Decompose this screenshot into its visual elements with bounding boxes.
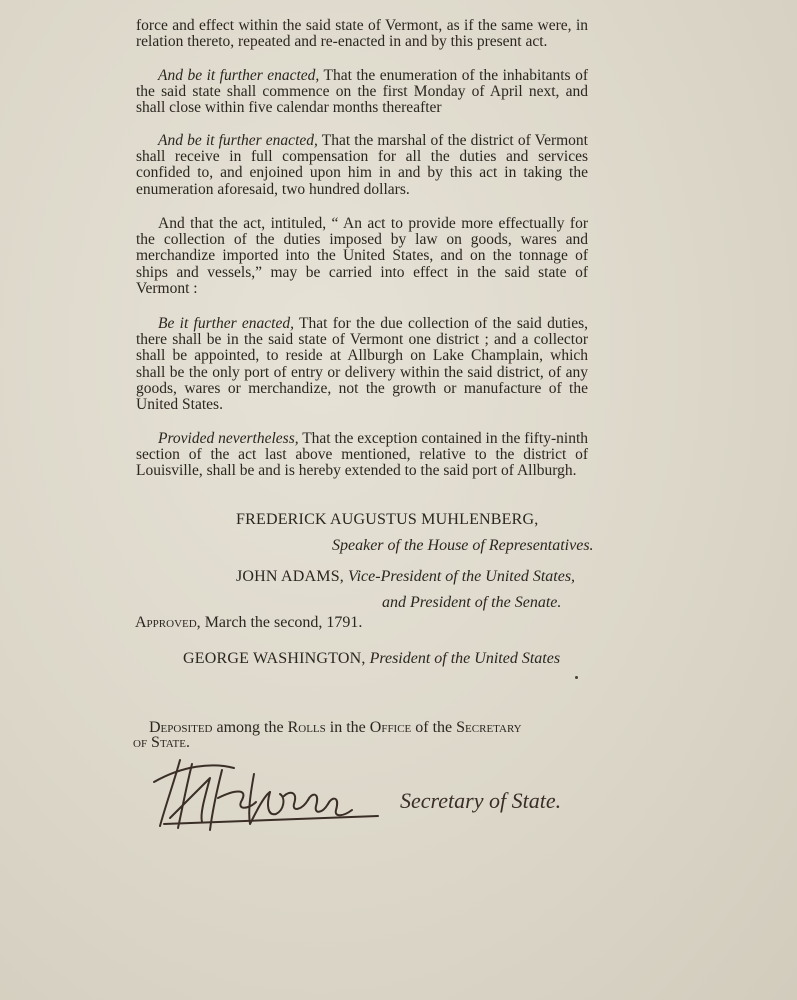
approved-text: March the second, 1791. [200,614,363,631]
deposit-word-rolls: Rolls [287,719,326,736]
deposit-word-in: in the [325,719,370,736]
president-title: President of the United States [369,650,561,667]
paragraph-4 [136,216,588,297]
vp-title: Vice-President of the United States, [348,568,576,585]
approved-label: Approved, [135,614,201,631]
approved-line [135,614,362,632]
deposit-word-deposited: Deposited [149,719,213,736]
deposit-word-among: among the [212,719,288,736]
deposit-line-2: of State. [133,734,190,751]
para-2-lead: And be it further enacted, [158,67,320,84]
ink-dot [575,676,578,679]
speaker-name: FREDERICK AUGUSTUS MUHLENBERG, [236,511,539,528]
speaker-title: Speaker of the House of Representatives. [332,537,594,554]
paragraph-1 [136,18,588,50]
para-6-text: That the exception contained in the fifty-ninth section of the act last above mentioned, relative to the district of Louisville, shall be and is hereby extended to the said port of Allburgh. [136,430,589,480]
para-1-text: force and effect within the said state of Vermont, as if the same were, in relation thereto, repeated and re-enacted in and by this present act. [136,17,588,51]
para-5-lead: Be it further enacted, [158,315,294,332]
deposit-word-secretary: Secretary [456,719,522,736]
deposit-word-office: Office [369,719,412,736]
paragraph-2 [136,68,588,117]
deposit-word-of: of the [411,719,457,736]
jefferson-signature [152,752,384,834]
vp-title-2: and President of the Senate. [382,594,562,611]
para-4-text: And that the act, intituled, “ An act to provide more effectually for the collection of the duties imposed by law on goods, wares and merchandize imported into the United States, and on the tonnage of ships and vessels,” may be carried into effect in the said state of Vermont : [136,215,588,297]
paragraph-5 [136,316,588,413]
vp-name: JOHN ADAMS, [236,568,344,585]
secretary-of-state-title: Secretary of State. [400,788,562,813]
paragraph-6 [136,431,588,480]
para-3-lead: And be it further enacted, [158,132,318,149]
para-6-lead: Provided nevertheless, [158,430,299,447]
president-name: GEORGE WASHINGTON, [183,650,366,667]
deposit-line-1 [149,719,522,737]
paragraph-3 [136,133,588,198]
para-3-text: That the marshal of the district of Vermont shall receive in full compensation for all the duties and services confided to, and enjoined upon him in and by this act in taking the enumeration aforesaid, two hundred dollars. [136,132,588,198]
para-5-text: That for the due collection of the said duties, there shall be in the said state of Vermont one district ; and a collector shall be appointed, to reside at Allburgh on Lake Champlain, which shall be the only port of entry or delivery within the said district, of any goods, wares or merchandize, not the growth or manufacture of the United States. [136,315,588,414]
para-2-text: That the enumeration of the inhabitants of the said state shall commence on the first Monday of April next, and shall close within five calendar months thereafter [136,67,588,117]
